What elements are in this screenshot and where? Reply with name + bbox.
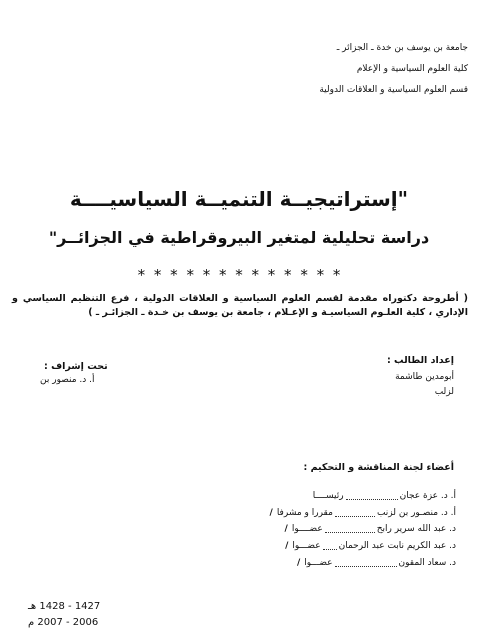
member-role: عضــــوا xyxy=(291,524,323,534)
member-role: عضـــوا xyxy=(304,558,333,568)
prepared-by-label: إعداد الطالب : xyxy=(386,355,454,366)
gregorian-date: 2006 - 2007 م xyxy=(28,617,99,628)
committee-member xyxy=(156,489,456,503)
department-name: قسم العلوم السياسية و العلاقات الدولية xyxy=(319,85,468,95)
committee-member xyxy=(156,539,456,553)
member-mark: / xyxy=(296,558,301,568)
member-name: أ. د. عزة عجان xyxy=(399,491,456,501)
dotted-leader xyxy=(325,525,375,533)
member-name: د. عبد الكريم نابت عبد الرحمان xyxy=(338,541,456,551)
thesis-title-line-1: "إستراتيجيــة التنميــة السياسيــــة xyxy=(69,187,409,211)
supervision-label: تحت إشراف : xyxy=(44,361,108,372)
dotted-leader xyxy=(323,542,337,550)
dotted-leader xyxy=(335,509,375,517)
member-role: عضـــوا xyxy=(292,541,321,551)
member-role: مقررا و مشرفا xyxy=(276,508,333,518)
committee-member xyxy=(156,506,456,520)
member-name: أ. د. منصـور بن لزنب xyxy=(376,508,456,518)
star-separator: * * * * * * * * * * * * * xyxy=(137,266,343,284)
student-name-continued: لزلب xyxy=(434,387,454,397)
member-role: رئيســــا xyxy=(312,491,344,501)
thesis-title-line-2: دراسة تحليلية لمتغير البيروقراطية في الجزائــر" xyxy=(48,228,430,247)
member-mark: / xyxy=(284,524,288,534)
hijri-date: 1427 - 1428 هـ xyxy=(28,601,101,612)
member-mark: / xyxy=(285,541,289,551)
supervisor-name: أ. د. منصور بن xyxy=(40,375,95,385)
member-name: د. عبد الله سرير رابح xyxy=(376,524,456,534)
student-name: أبومدين طاشمة xyxy=(395,372,454,382)
member-name: د. سعاد المقون xyxy=(398,558,456,568)
thesis-description: ( أطروحة دكتوراه مقدمة لقسم العلوم السياسية و العلاقات الدولية ، فرع التنظيم السياسي و الإداري ، كلية العلـوم السياسيـة و الإعـلام ، جامعة بن يوسف بن خـدة ـ الجزائـر ـ ) xyxy=(12,293,468,318)
university-name: جامعة بن يوسف بن خدة ـ الجزائر ـ xyxy=(336,43,468,53)
committee-member xyxy=(156,556,456,570)
dotted-leader xyxy=(346,492,398,500)
committee-member xyxy=(156,522,456,536)
committee-title: أعضاء لجنة المناقشة و التحكيم : xyxy=(303,462,454,473)
faculty-name: كلية العلوم السياسية و الإعلام xyxy=(356,64,468,74)
member-mark: / xyxy=(269,508,273,518)
dotted-leader xyxy=(335,559,397,567)
